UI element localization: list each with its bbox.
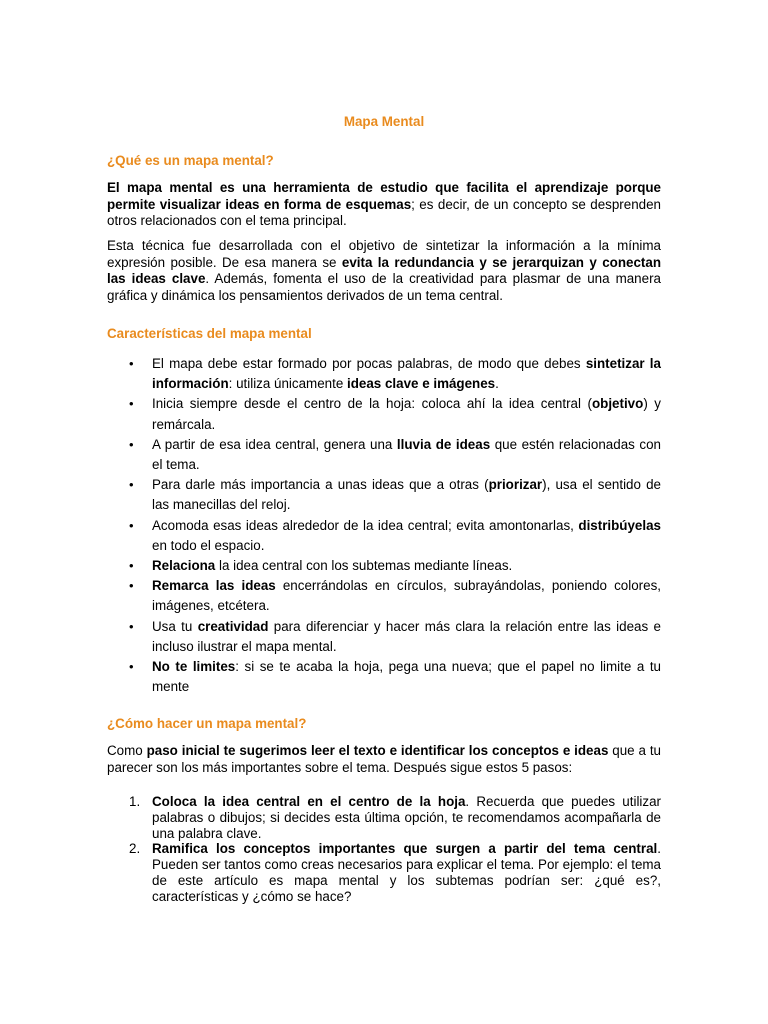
list-item: • Para darle más importancia a unas ideas que a otras (priorizar), usa el sentido de las manecillas del reloj.	[129, 477, 661, 513]
step-number: 2.	[129, 841, 141, 857]
bold-text: El mapa mental es una herramienta de estudio que facilita el aprendizaje porque permite visualizar ideas en forma de esquemas	[107, 180, 661, 212]
text: Esta técnica fue desarrollada con el objetivo de sintetizar la información a la mínima expresión posible. De esa manera se	[107, 238, 661, 270]
bullet-icon: •	[129, 659, 134, 675]
bullet-icon: •	[129, 578, 134, 594]
list-item: • Relaciona la idea central con los subtemas mediante líneas.	[107, 556, 661, 576]
list-item: • El mapa debe estar formado por pocas palabras, de modo que debes sintetizar la información: utiliza únicamente ideas clave e imágenes.	[129, 356, 661, 392]
list-item: • No te limites: si se te acaba la hoja, pega una nueva; que el papel no limite a tu mente	[129, 659, 661, 695]
heading-caracteristicas: Características del mapa mental	[107, 326, 312, 341]
paragraph-paso-inicial: Como paso inicial te sugerimos leer el texto e identificar los conceptos e ideas que a tu parecer son los más importantes sobre el tema. Después sigue estos 5 pasos:	[107, 743, 661, 775]
text: ; es decir, de un concepto se desprenden otros relacionados con el tema principal.	[107, 196, 661, 228]
list-item: • Acomoda esas ideas alrededor de la idea central; evita amontonarlas, distribúyelas en todo el espacio.	[129, 517, 661, 553]
bullet-icon: •	[129, 618, 134, 634]
paragraph-technique	[107, 238, 661, 304]
list-item: 1. Coloca la idea central en el centro de la hoja. Recuerda que puedes utilizar palabras o dibujos; si decides esta última opción, te recomendamos acompañarla de una palabra clave.	[129, 794, 661, 841]
bullet-icon: •	[129, 396, 134, 412]
bullet-icon: •	[129, 517, 134, 533]
heading-como-hacer: ¿Cómo hacer un mapa mental?	[107, 716, 307, 731]
list-item: • Usa tu creatividad para diferenciar y hacer más clara la relación entre las ideas e incluso ilustrar el mapa mental.	[129, 618, 661, 654]
text: . Además, fomenta el uso de la creatividad para plasmar de una manera gráfica y dinámica los pensamientos derivados de un tema central.	[107, 271, 661, 303]
step-number: 1.	[129, 794, 141, 809]
bullet-icon: •	[129, 558, 134, 574]
bullet-icon: •	[129, 356, 134, 371]
bold-text: evita la redundancia y se jerarquizan y conectan las ideas clave	[107, 254, 661, 286]
bullet-icon: •	[129, 436, 134, 452]
list-item: • Inicia siempre desde el centro de la hoja: coloca ahí la idea central (objetivo) y remárcala.	[129, 396, 661, 432]
steps-list	[107, 794, 661, 905]
paragraph-definition	[107, 180, 661, 230]
list-item: • Remarca las ideas encerrándolas en círculos, subrayándolas, poniendo colores, imágenes, etcétera.	[129, 578, 661, 614]
bullet-icon: •	[129, 477, 134, 493]
characteristics-list	[107, 354, 661, 697]
list-item: 2. Ramifica los conceptos importantes que surgen a partir del tema central. Pueden ser tantos como creas necesarios para explicar el tema. Por ejemplo: el tema de este artículo es mapa mental y los subtemas podrían ser: ¿qué es?, características y ¿cómo se hace?	[129, 841, 661, 904]
heading-que-es: ¿Qué es un mapa mental?	[107, 153, 274, 168]
list-item: • A partir de esa idea central, genera una lluvia de ideas que estén relacionadas con el tema.	[129, 436, 661, 473]
document-title: Mapa Mental	[343, 114, 425, 129]
